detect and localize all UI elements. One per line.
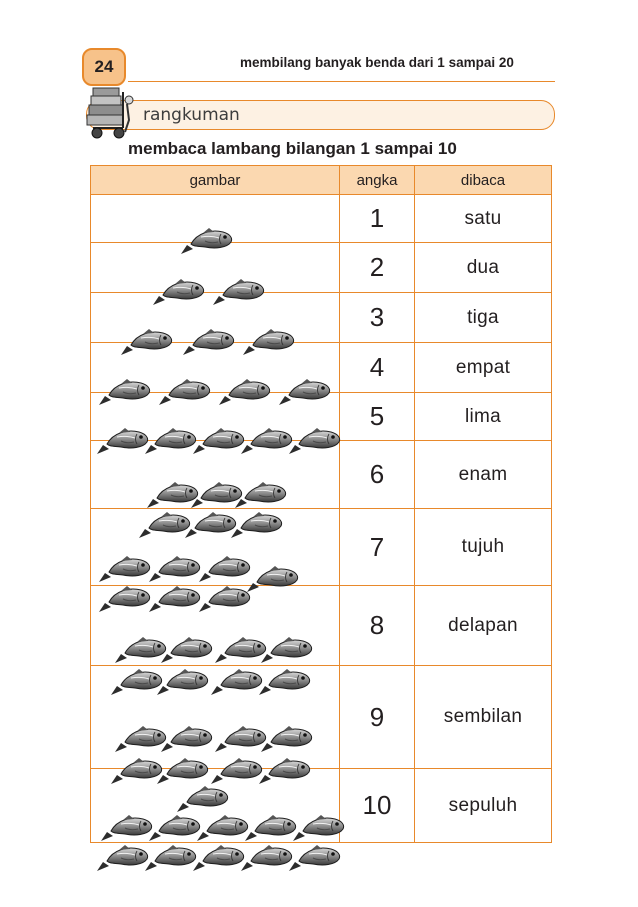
number-cell: 10 [340,769,415,843]
number-table [90,165,552,843]
fish-icon [193,427,245,455]
word-cell: sepuluh [415,769,552,843]
fish-icon [289,844,341,872]
number-cell: 8 [340,586,415,666]
fish-icon [279,378,331,406]
fish-icon [97,844,149,872]
fish-icon [111,757,163,785]
fish-icon [121,328,173,356]
number-cell: 2 [340,243,415,293]
section-title: membaca lambang bilangan 1 sampai 10 [128,139,457,158]
word-cell: delapan [415,586,552,666]
fish-icon [293,814,345,842]
fish-icon [219,378,271,406]
word-cell: tiga [415,293,552,343]
fish-icon [235,481,287,509]
fish-icon [149,555,201,583]
fish-icon [149,585,201,613]
table-row [91,195,552,243]
fish-icon [259,668,311,696]
fish-icon [213,278,265,306]
word-cell: sembilan [415,666,552,769]
fish-icon [145,844,197,872]
page-number: 24 [82,48,126,86]
fish-icon [245,814,297,842]
fish-icon [161,725,213,753]
fish-icon [199,555,251,583]
word-cell: dua [415,243,552,293]
fish-icon [289,427,341,455]
fish-icon [231,511,283,539]
fish-icon [259,757,311,785]
summary-banner [86,100,555,130]
header-angka: angka [340,166,415,195]
word-cell: lima [415,393,552,441]
fish-icon [99,378,151,406]
number-cell: 1 [340,195,415,243]
number-cell: 3 [340,293,415,343]
fish-icon [211,757,263,785]
fish-icon [215,725,267,753]
header-divider [128,81,555,82]
word-cell: satu [415,195,552,243]
fish-icon [115,636,167,664]
fish-icon [161,636,213,664]
fish-icon [247,565,299,593]
word-cell: empat [415,343,552,393]
fish-icon [215,636,267,664]
fish-icon [185,511,237,539]
header-gambar: gambar [91,166,340,195]
fish-icon [99,585,151,613]
fish-icon [243,328,295,356]
fish-icon [193,844,245,872]
fish-icon [99,555,151,583]
fish-icon [139,511,191,539]
fish-icon [153,278,205,306]
fish-icon [159,378,211,406]
fish-icon [97,427,149,455]
fish-icon [157,757,209,785]
word-cell: tujuh [415,509,552,586]
fish-icon [145,427,197,455]
fish-icon [149,814,201,842]
fish-icon [241,427,293,455]
fish-icon [183,328,235,356]
number-cell: 5 [340,393,415,441]
fish-cell [91,195,340,243]
fish-icon [177,785,229,813]
word-cell: enam [415,441,552,509]
fish-icon [261,725,313,753]
table-row [91,243,552,293]
fish-icon [211,668,263,696]
number-cell: 4 [340,343,415,393]
mascot-cart-icon [83,82,135,140]
fish-icon [111,668,163,696]
banner-label: rangkuman [143,105,240,125]
fish-icon [101,814,153,842]
header-dibaca: dibaca [415,166,552,195]
fish-icon [115,725,167,753]
fish-icon [261,636,313,664]
fish-icon [181,227,233,255]
header-title: membilang banyak benda dari 1 sampai 20 [240,55,514,70]
number-cell: 9 [340,666,415,769]
fish-icon [157,668,209,696]
number-cell: 7 [340,509,415,586]
fish-icon [241,844,293,872]
fish-icon [197,814,249,842]
fish-icon [199,585,251,613]
number-cell: 6 [340,441,415,509]
table-header-row [91,166,552,195]
